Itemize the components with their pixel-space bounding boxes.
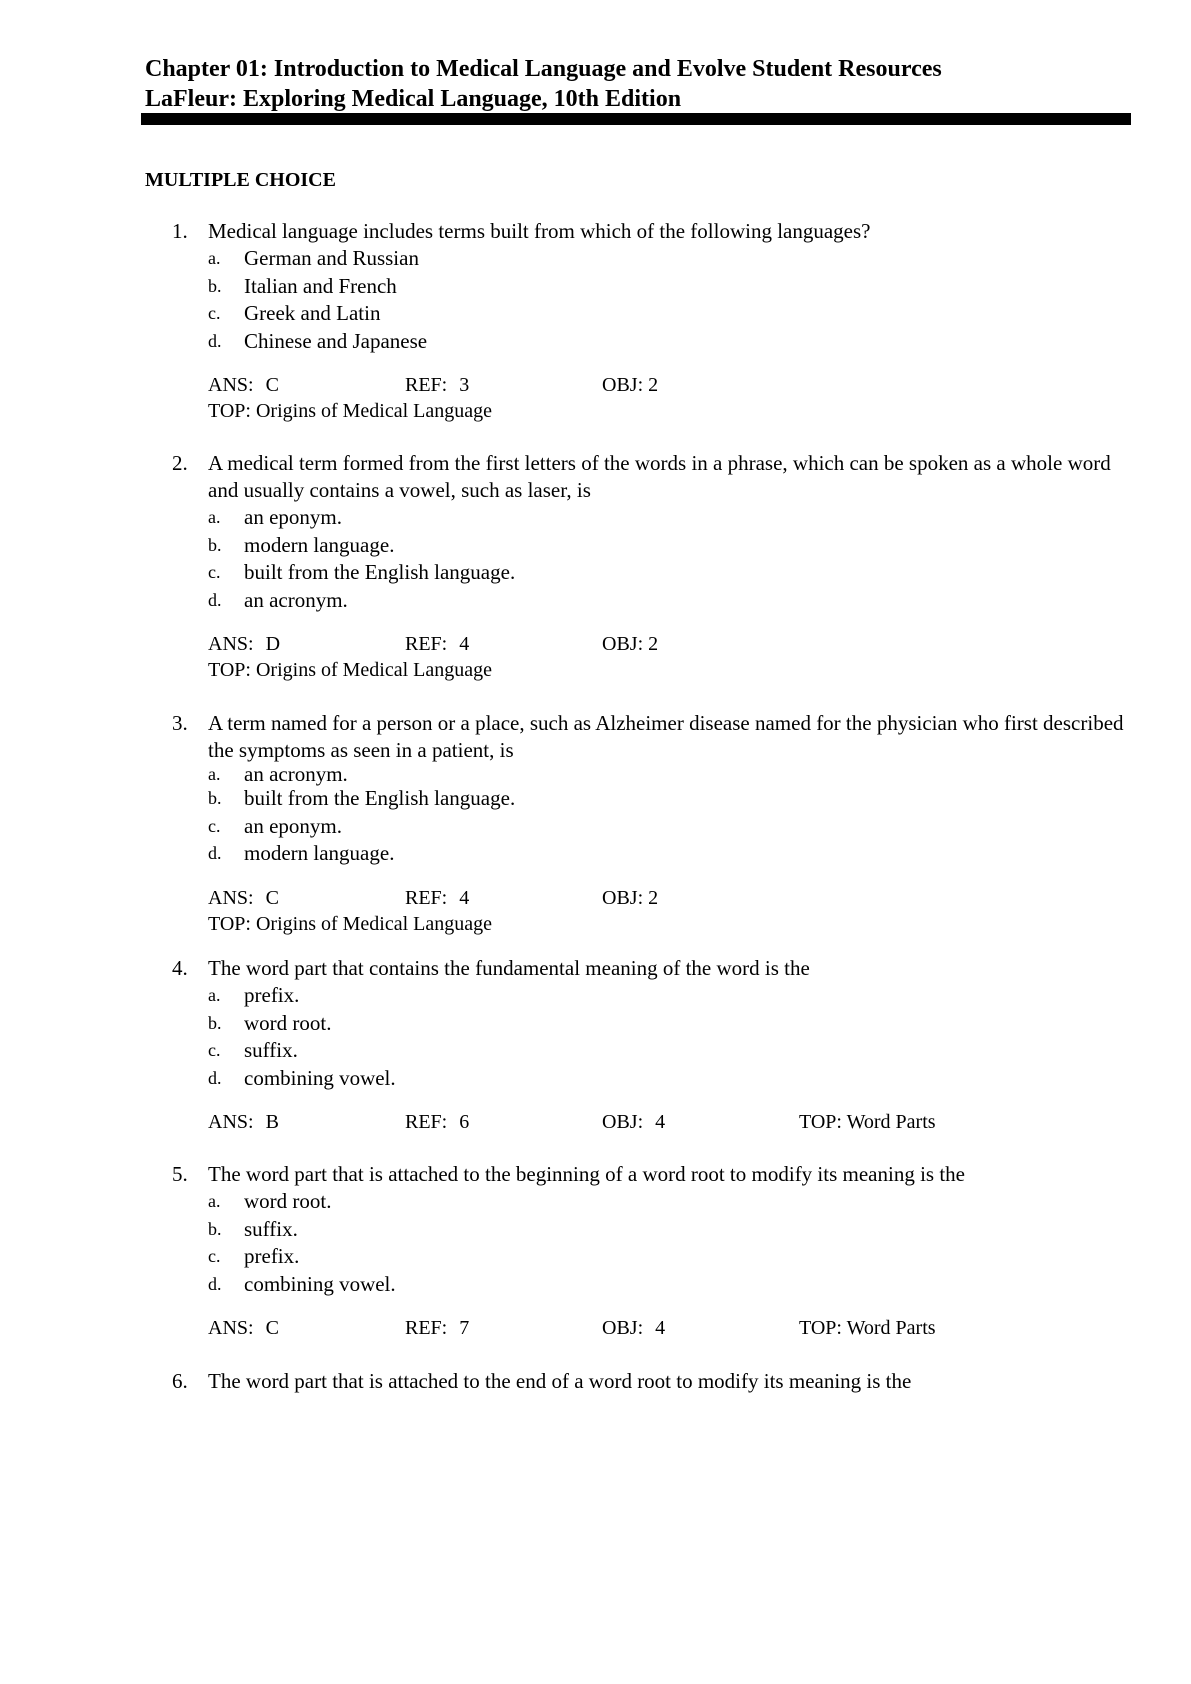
answer-metadata [172, 631, 1132, 683]
topic: TOP: Word Parts [799, 1111, 936, 1133]
choice-d [172, 587, 1132, 615]
choice-a [172, 1188, 1132, 1216]
question-text: The word part that is attached to the beginning of a word root to modify its meaning is the [208, 1162, 965, 1186]
choice-b [172, 532, 1132, 560]
question-2 [172, 450, 1132, 683]
question-6 [172, 1368, 1132, 1395]
answer-key: ANS: C [208, 374, 279, 396]
choice-letter: d. [208, 330, 222, 351]
choice-letter: d. [208, 589, 222, 610]
choice-letter: d. [208, 843, 222, 863]
choice-text: prefix. [244, 983, 300, 1007]
choice-text: word root. [244, 1010, 332, 1035]
choice-text: Italian and French [244, 273, 397, 298]
question-text: The word part that is attached to the end of a word root to modify its meaning is the [208, 1369, 912, 1393]
answer-key: ANS: D [208, 633, 281, 655]
choice-b [172, 273, 1132, 301]
question-number: 3. [172, 711, 188, 735]
objective: OBJ: 2 [602, 633, 659, 655]
choice-letter: b. [208, 1218, 222, 1239]
answer-choices [172, 245, 1132, 355]
choice-c [172, 300, 1132, 328]
choice-text: Chinese and Japanese [244, 328, 428, 353]
question-stem [172, 955, 1132, 982]
choice-text: built from the English language. [244, 786, 516, 810]
choice-text: combining vowel. [244, 1065, 396, 1090]
question-3 [172, 710, 1132, 937]
choice-letter: b. [208, 1012, 222, 1033]
choice-text: an acronym. [244, 762, 348, 786]
header-rule [141, 113, 1131, 125]
choice-text: German and Russian [244, 246, 419, 270]
choice-letter: b. [208, 534, 222, 555]
choice-text: an eponym. [244, 505, 342, 529]
answer-choices [172, 1188, 1132, 1298]
objective: OBJ: 2 [602, 374, 659, 396]
question-number: 6. [172, 1369, 188, 1393]
choice-letter: c. [208, 303, 221, 323]
topic: TOP: Word Parts [799, 1317, 936, 1339]
choice-text: modern language. [244, 841, 395, 865]
question-number: 4. [172, 956, 188, 980]
question-stem [172, 450, 1132, 504]
choice-a [172, 245, 1132, 273]
answer-choices [172, 504, 1132, 614]
choice-letter: a. [208, 507, 221, 527]
choice-a [172, 504, 1132, 532]
choice-text: suffix. [244, 1038, 298, 1062]
choice-d [172, 1065, 1132, 1093]
question-stem [172, 1368, 1132, 1395]
choice-b [172, 785, 1132, 813]
choice-text: combining vowel. [244, 1271, 396, 1296]
page-header [145, 54, 1135, 114]
question-number: 5. [172, 1162, 188, 1186]
objective: OBJ: 2 [602, 886, 659, 909]
answer-metadata [172, 1315, 1132, 1341]
question-stem [172, 1161, 1132, 1188]
objective: OBJ: 4 [602, 1111, 666, 1133]
answer-key: ANS: C [208, 886, 279, 909]
book-title: LaFleur: Exploring Medical Language, 10th Edition [145, 86, 682, 112]
topic: TOP: Origins of Medical Language [208, 912, 493, 935]
choice-letter: a. [208, 1191, 221, 1211]
answer-metadata [172, 372, 1132, 424]
reference-page: REF: 4 [405, 633, 470, 655]
choice-a [172, 764, 1132, 785]
topic: TOP: Origins of Medical Language [208, 659, 493, 681]
choice-c [172, 813, 1132, 841]
choice-d [172, 328, 1132, 356]
choice-letter: d. [208, 1067, 222, 1088]
reference-page: REF: 7 [405, 1317, 470, 1339]
choice-c [172, 559, 1132, 587]
answer-key: ANS: C [208, 1317, 279, 1339]
choice-c [172, 1243, 1132, 1271]
question-stem [172, 710, 1132, 764]
choice-text: suffix. [244, 1216, 298, 1241]
question-text: Medical language includes terms built from which of the following languages? [208, 219, 871, 243]
choice-text: modern language. [244, 532, 395, 557]
question-5 [172, 1161, 1132, 1341]
choice-text: word root. [244, 1189, 332, 1213]
choice-letter: a. [208, 248, 221, 268]
choice-letter: c. [208, 1246, 221, 1266]
reference-page: REF: 4 [405, 886, 470, 909]
question-4 [172, 955, 1132, 1135]
question-text: A term named for a person or a place, such as Alzheimer disease named for the physician who first described the symptoms as seen in a patient, is [208, 711, 1124, 762]
choice-letter: c. [208, 815, 221, 836]
answer-metadata [172, 885, 1132, 937]
choice-c [172, 1037, 1132, 1065]
choice-letter: b. [208, 788, 222, 808]
answer-metadata [172, 1109, 1132, 1135]
choice-text: an acronym. [244, 587, 348, 612]
choice-letter: c. [208, 1040, 221, 1060]
choice-a [172, 982, 1132, 1010]
choice-text: an eponym. [244, 813, 342, 838]
section-title: MULTIPLE CHOICE [145, 169, 336, 191]
choice-letter: c. [208, 562, 221, 582]
topic: TOP: Origins of Medical Language [208, 400, 493, 422]
choice-b [172, 1010, 1132, 1038]
choice-text: Greek and Latin [244, 301, 381, 325]
answer-choices [172, 764, 1132, 868]
choice-text: prefix. [244, 1244, 300, 1268]
choice-letter: d. [208, 1273, 222, 1294]
choice-b [172, 1216, 1132, 1244]
choice-d [172, 1271, 1132, 1299]
chapter-title: Chapter 01: Introduction to Medical Language and Evolve Student Resources [145, 56, 942, 82]
answer-choices [172, 982, 1132, 1092]
choice-letter: a. [208, 985, 221, 1005]
reference-page: REF: 3 [405, 374, 470, 396]
choice-text: built from the English language. [244, 560, 516, 584]
question-text: A medical term formed from the first letters of the words in a phrase, which can be spoken as a whole word and usually contains a vowel, such as laser, is [208, 451, 1111, 502]
choice-d [172, 840, 1132, 868]
question-text: The word part that contains the fundamental meaning of the word is the [208, 956, 810, 980]
answer-key: ANS: B [208, 1111, 279, 1133]
question-number: 2. [172, 451, 188, 475]
choice-letter: b. [208, 275, 222, 296]
choice-letter: a. [208, 764, 221, 784]
reference-page: REF: 6 [405, 1111, 470, 1133]
objective: OBJ: 4 [602, 1317, 666, 1339]
question-stem [172, 218, 1132, 245]
question-number: 1. [172, 219, 188, 243]
question-1 [172, 218, 1132, 424]
